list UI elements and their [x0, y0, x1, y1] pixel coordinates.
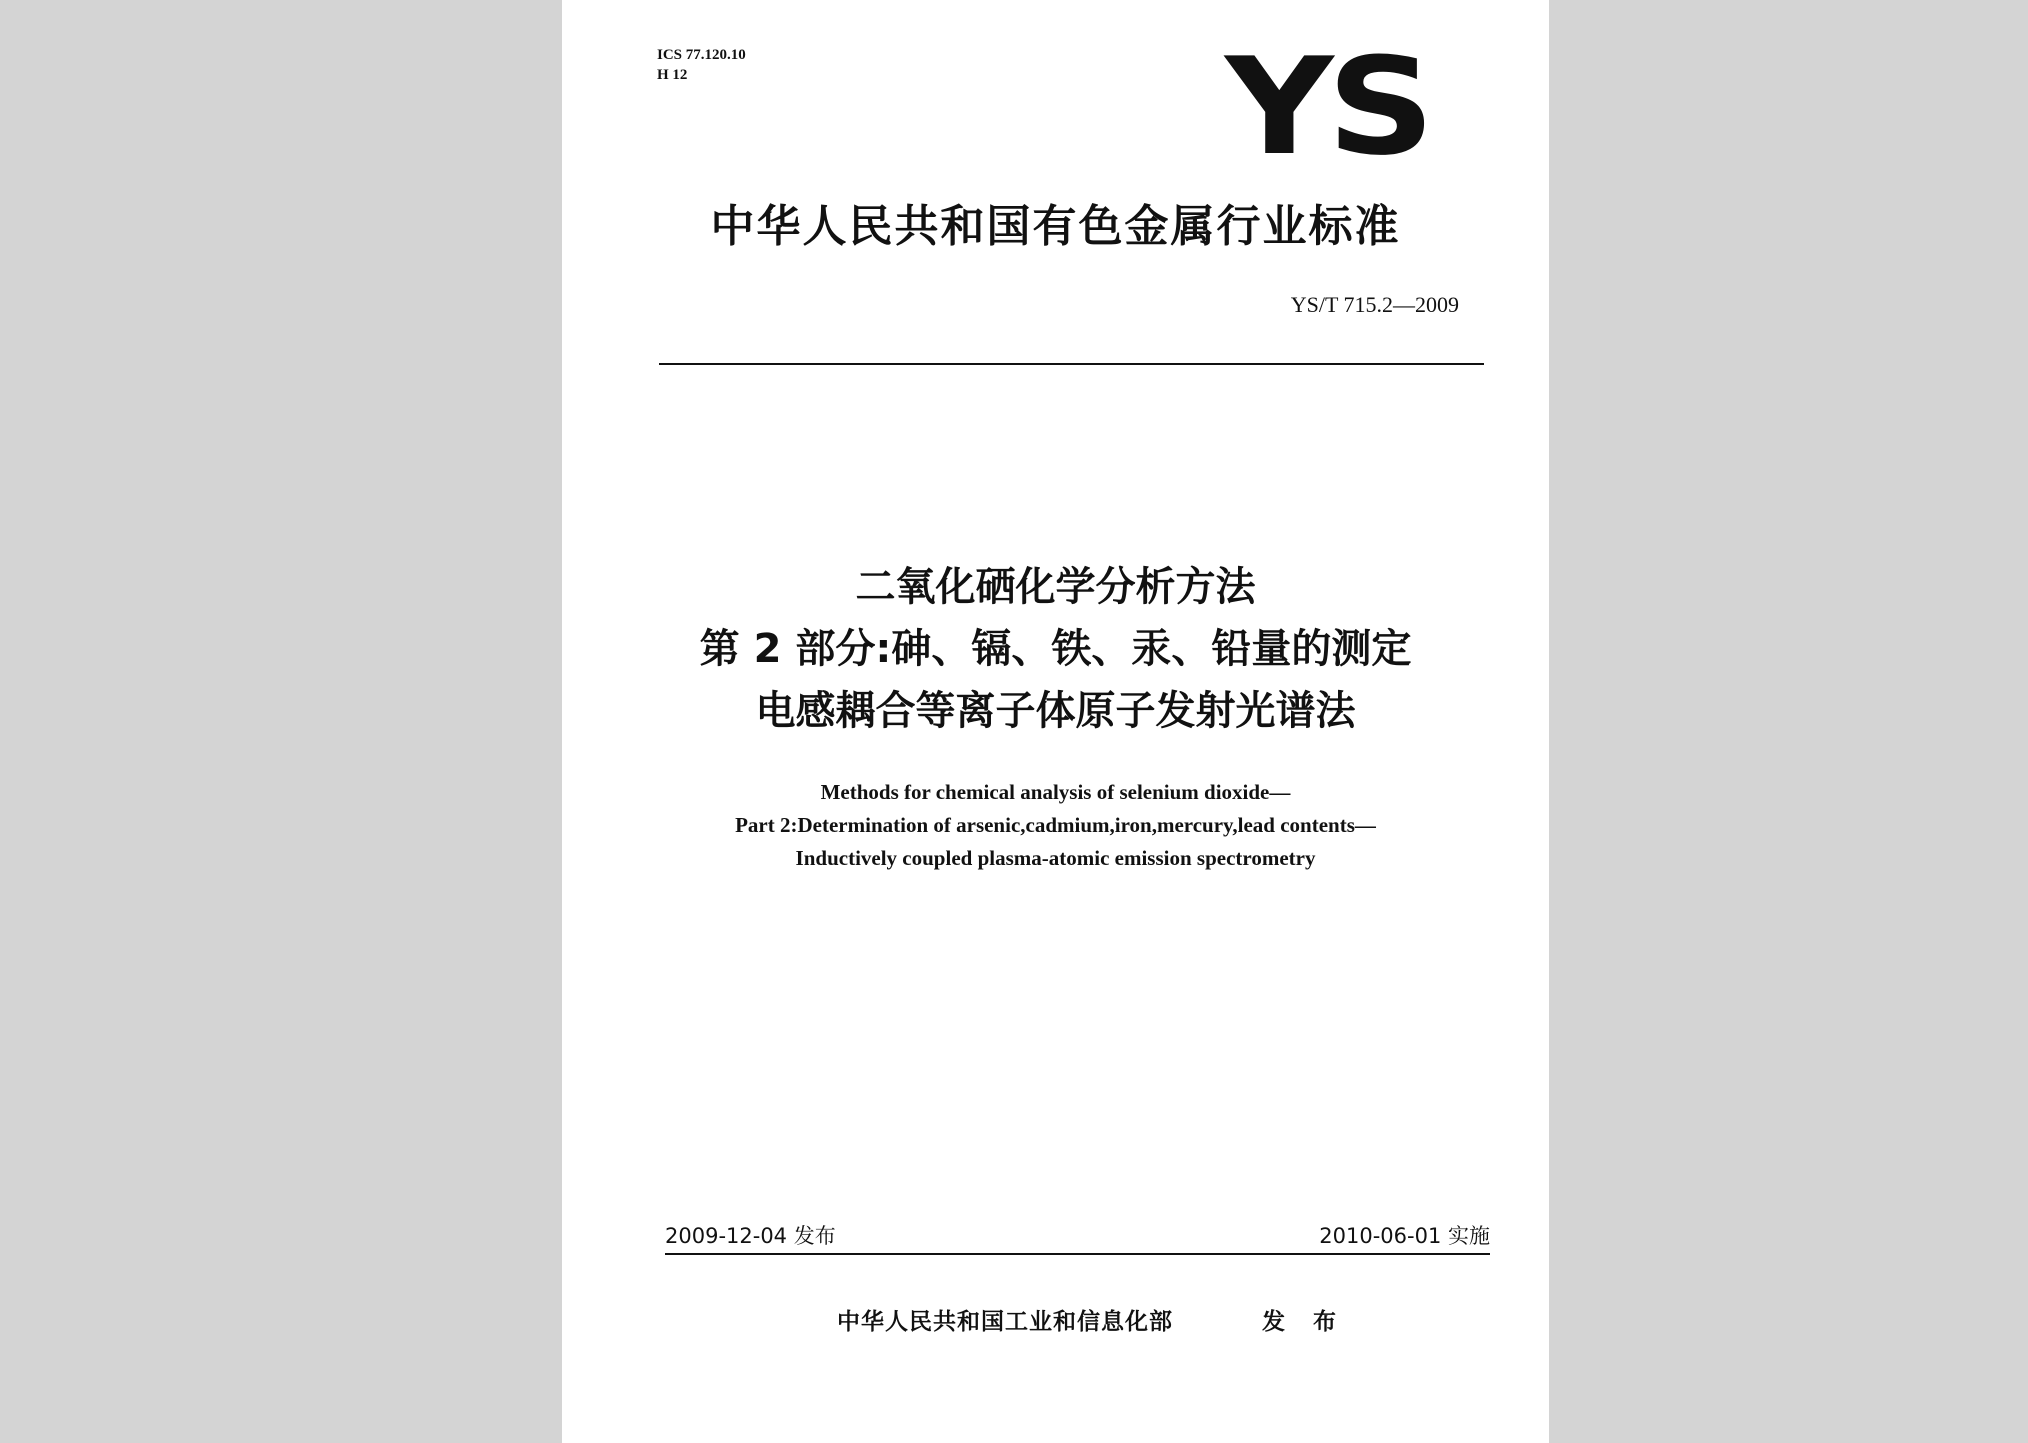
top-divider	[659, 363, 1484, 365]
title-cn-line-2: 第 2 部分:砷、镉、铁、汞、铅量的测定	[699, 626, 1412, 672]
classification-codes	[657, 45, 746, 85]
publisher-name: 中华人民共和国工业和信息化部	[837, 1309, 1173, 1335]
ccs-code: H 12	[657, 67, 688, 83]
ys-logo: YS	[1225, 29, 1429, 185]
document-page	[562, 0, 1549, 1443]
ics-code: ICS 77.120.10	[657, 47, 746, 63]
bottom-divider	[665, 1253, 1490, 1255]
title-cn-line-1: 二氧化硒化学分析方法	[855, 564, 1256, 610]
issue-date: 2009-12-04 发布	[665, 1224, 836, 1248]
implementation-date: 2010-06-01 实施	[1319, 1224, 1490, 1248]
standard-organization: 中华人民共和国有色金属行业标准	[710, 201, 1401, 252]
title-en-line-3: Inductively coupled plasma-atomic emission spectrometry	[795, 846, 1316, 870]
title-cn-line-3: 电感耦合等离子体原子发射光谱法	[755, 688, 1356, 734]
title-en-line-1: Methods for chemical analysis of selenium dioxide—	[820, 780, 1291, 804]
publish-label: 发 布	[1262, 1309, 1347, 1335]
title-en-line-2: Part 2:Determination of arsenic,cadmium,iron,mercury,lead contents—	[735, 813, 1376, 837]
standard-code: YS/T 715.2—2009	[1290, 292, 1459, 317]
